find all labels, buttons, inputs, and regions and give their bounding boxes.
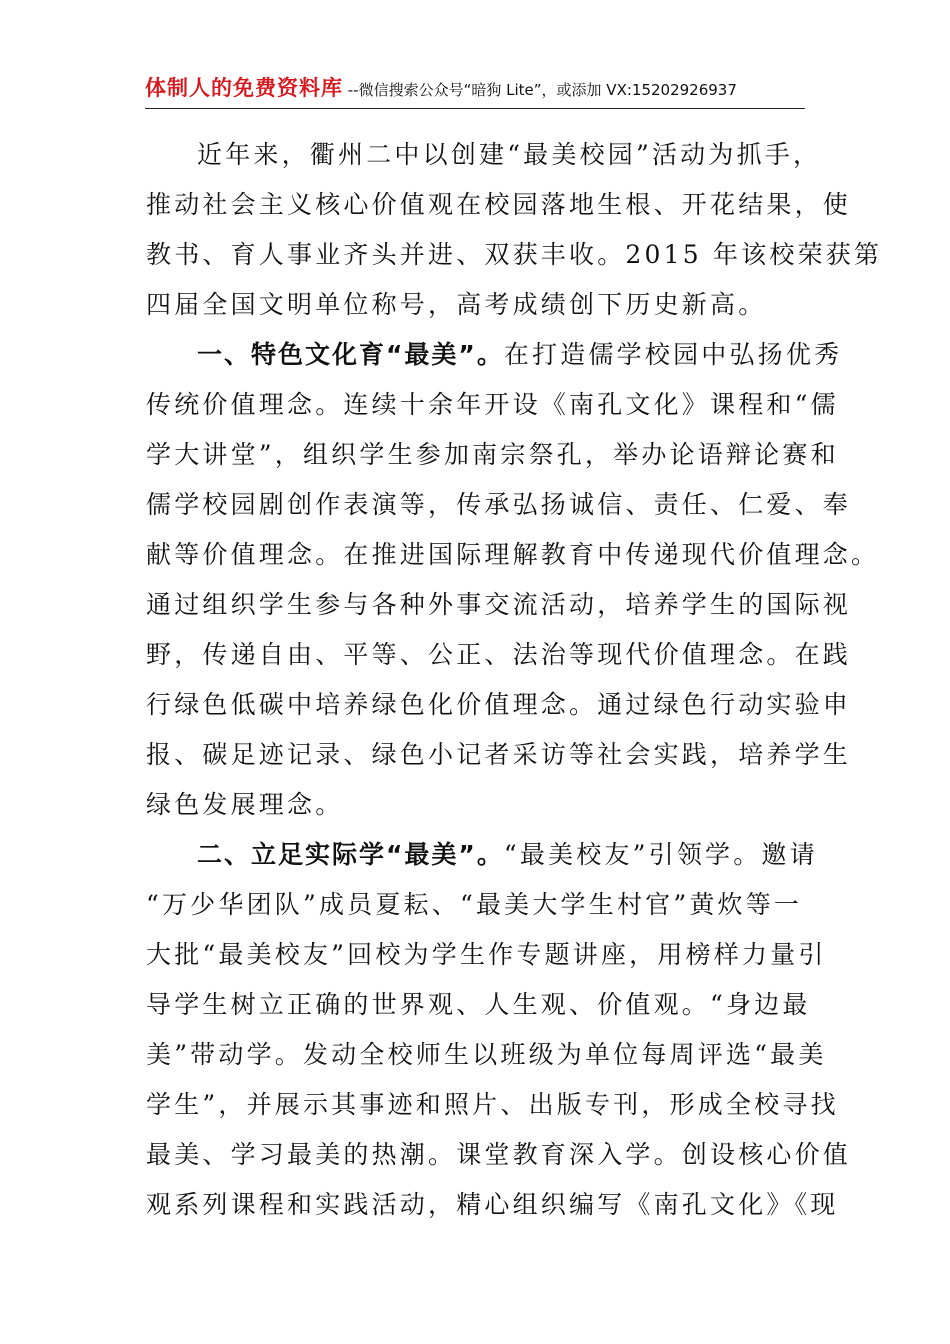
header-contact: --微信搜索公众号“暗狗 Lite”，或添加 VX:15202926937 (343, 81, 737, 99)
section-heading-2: 二、立足实际学“最美”。 (197, 840, 504, 869)
body-line: 四届全国文明单位称号，高考成绩创下历史新高。 (146, 290, 767, 319)
body-line: 观系列课程和实践活动，精心组织编写《南孔文化》《现 (146, 1190, 839, 1219)
watermark-header (145, 72, 805, 109)
body-line: 献等价值理念。在推进国际理解教育中传递现代价值理念。 (146, 540, 880, 569)
body-line: 美”带动学。发动全校师生以班级为单位每周评选“最美 (146, 1040, 827, 1069)
section-heading-1: 一、特色文化育“最美”。 (197, 340, 504, 369)
body-line: 近年来，衢州二中以创建“最美校园”活动为抓手， (197, 140, 822, 169)
section-line (197, 840, 818, 870)
body-line: 传统价值理念。连续十余年开设《南孔文化》课程和“儒 (146, 390, 839, 419)
body-line: 绿色发展理念。 (146, 790, 344, 819)
body-line: 教书、育人事业齐头并进、双获丰收。2015 年该校荣获第 (146, 240, 883, 269)
body-line: 最美、学习最美的热潮。课堂教育深入学。创设核心价值 (146, 1140, 852, 1169)
body-line: 学大讲堂”，组织学生参加南宗祭孔，举办论语辩论赛和 (146, 440, 839, 469)
header-brand: 体制人的免费资料库 (145, 76, 343, 100)
body-line: 野，传递自由、平等、公正、法治等现代价值理念。在践 (146, 640, 852, 669)
body-line: “万少华团队”成员夏耘、“最美大学生村官”黄炊等一 (146, 890, 803, 919)
body-line: 大批“最美校友”回校为学生作专题讲座，用榜样力量引 (146, 940, 827, 969)
body-line: 学生”，并展示其事迹和照片、出版专刊，形成全校寻找 (146, 1090, 839, 1119)
body-line: 导学生树立正确的世界观、人生观、价值观。“身边最 (146, 990, 811, 1019)
body-line: 报、碳足迹记录、绿色小记者采访等社会实践，培养学生 (146, 740, 852, 769)
section-line (197, 340, 842, 370)
body-text: 在打造儒学校园中弘扬优秀 (503, 340, 843, 369)
body-text: “最美校友”引领学。邀请 (503, 840, 818, 869)
body-line: 儒学校园剧创作表演等，传承弘扬诚信、责任、仁爱、奉 (146, 490, 852, 519)
body-line: 行绿色低碳中培养绿色化价值理念。通过绿色行动实验申 (146, 690, 852, 719)
body-line: 推动社会主义核心价值观在校园落地生根、开花结果，使 (146, 190, 852, 219)
body-line: 通过组织学生参与各种外事交流活动，培养学生的国际视 (146, 590, 852, 619)
